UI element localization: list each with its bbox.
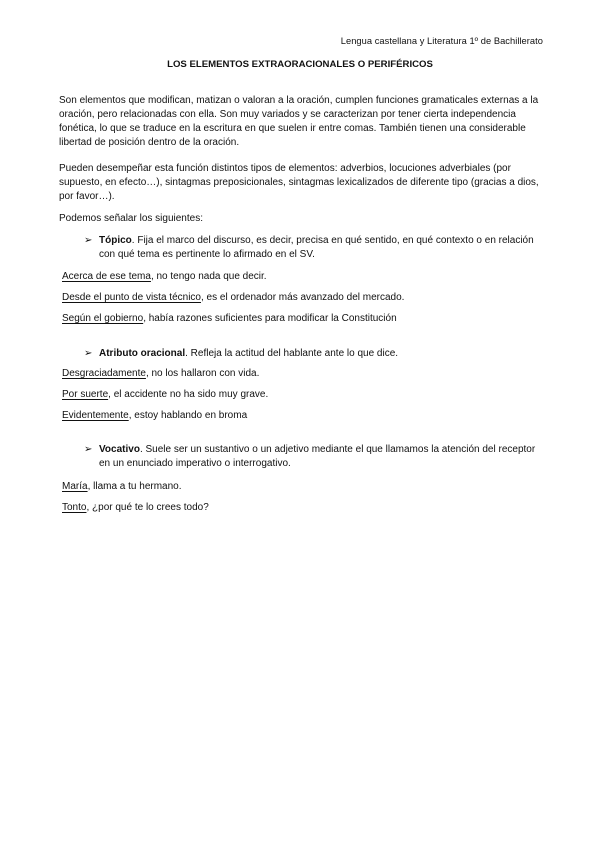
example-line — [62, 388, 268, 402]
example-line — [62, 270, 267, 284]
section-term: Tópico — [99, 235, 132, 246]
example-rest: , no los hallaron con vida. — [145, 368, 260, 379]
example-line — [62, 501, 209, 515]
arrow-bullet-icon: ➢ — [84, 348, 93, 359]
section-definition: . Refleja la actitud del hablante ante lo que dice. — [185, 348, 399, 359]
example-rest: , es el ordenador más avanzado del mercado. — [200, 292, 405, 303]
example-underlined: María — [62, 481, 88, 492]
example-line — [62, 291, 404, 305]
section-text — [84, 347, 544, 361]
section-topico — [84, 234, 544, 262]
intro-paragraph-2: Pueden desempeñar esta función distintos tipos de elementos: adverbios, locuciones adverbiales (por supuesto, en efecto…), sintagmas preposicionales, sintagmas lexicalizados de diferente tipo (gracias a dios, por favor…). — [59, 163, 539, 202]
example-rest: , no tengo nada que decir. — [150, 271, 267, 282]
section-text — [84, 443, 544, 471]
example-rest: , el accidente no ha sido muy grave. — [108, 389, 269, 400]
example-rest: , había razones suficientes para modificar la Constitución — [143, 313, 397, 324]
section-vocativo — [84, 443, 544, 471]
example-line — [62, 409, 247, 423]
example-rest: , ¿por qué te lo crees todo? — [86, 502, 209, 513]
arrow-bullet-icon: ➢ — [84, 235, 93, 246]
example-rest: , llama a tu hermano. — [87, 481, 182, 492]
document-title: LOS ELEMENTOS EXTRAORACIONALES O PERIFÉRICOS — [167, 59, 433, 70]
arrow-bullet-icon: ➢ — [84, 444, 93, 455]
example-underlined: Evidentemente — [62, 410, 129, 421]
example-underlined: Tonto — [62, 502, 87, 513]
example-underlined: Desde el punto de vista técnico — [62, 292, 201, 303]
example-underlined: Desgraciadamente — [62, 368, 146, 379]
course-header: Lengua castellana y Literatura 1º de Bachillerato — [340, 36, 543, 46]
example-line — [62, 480, 182, 494]
example-rest: , estoy hablando en broma — [128, 410, 248, 421]
example-underlined: Acerca de ese tema — [62, 271, 151, 282]
section-text — [84, 234, 544, 262]
example-underlined: Por suerte — [62, 389, 109, 400]
section-term: Atributo oracional — [99, 348, 186, 359]
example-line — [62, 312, 397, 326]
section-atributo-oracional — [84, 347, 544, 361]
example-line — [62, 367, 259, 381]
section-definition: . Fija el marco del discurso, es decir, precisa en qué sentido, en qué contexto o en relación con qué tema es pertinente lo afirmado en el SV. — [99, 235, 534, 260]
example-underlined: Según el gobierno — [62, 313, 144, 324]
intro-paragraph-1: Son elementos que modifican, matizan o valoran a la oración, cumplen funciones gramaticales externas a la oración, pero relacionadas con ella. Son muy variados y se caracterizan por tener cierta independencia fonética, lo que se traduce en la escritura en que suelen ir entre comas. También tienen una considerable libertad de posición dentro de la oración. — [59, 95, 539, 148]
intro-paragraph-3: Podemos señalar los siguientes: — [59, 213, 203, 224]
section-term: Vocativo — [99, 444, 140, 455]
section-definition: . Suele ser un sustantivo o un adjetivo mediante el que llamamos la atención del receptor en un enunciado imperativo o interrogativo. — [99, 444, 536, 469]
